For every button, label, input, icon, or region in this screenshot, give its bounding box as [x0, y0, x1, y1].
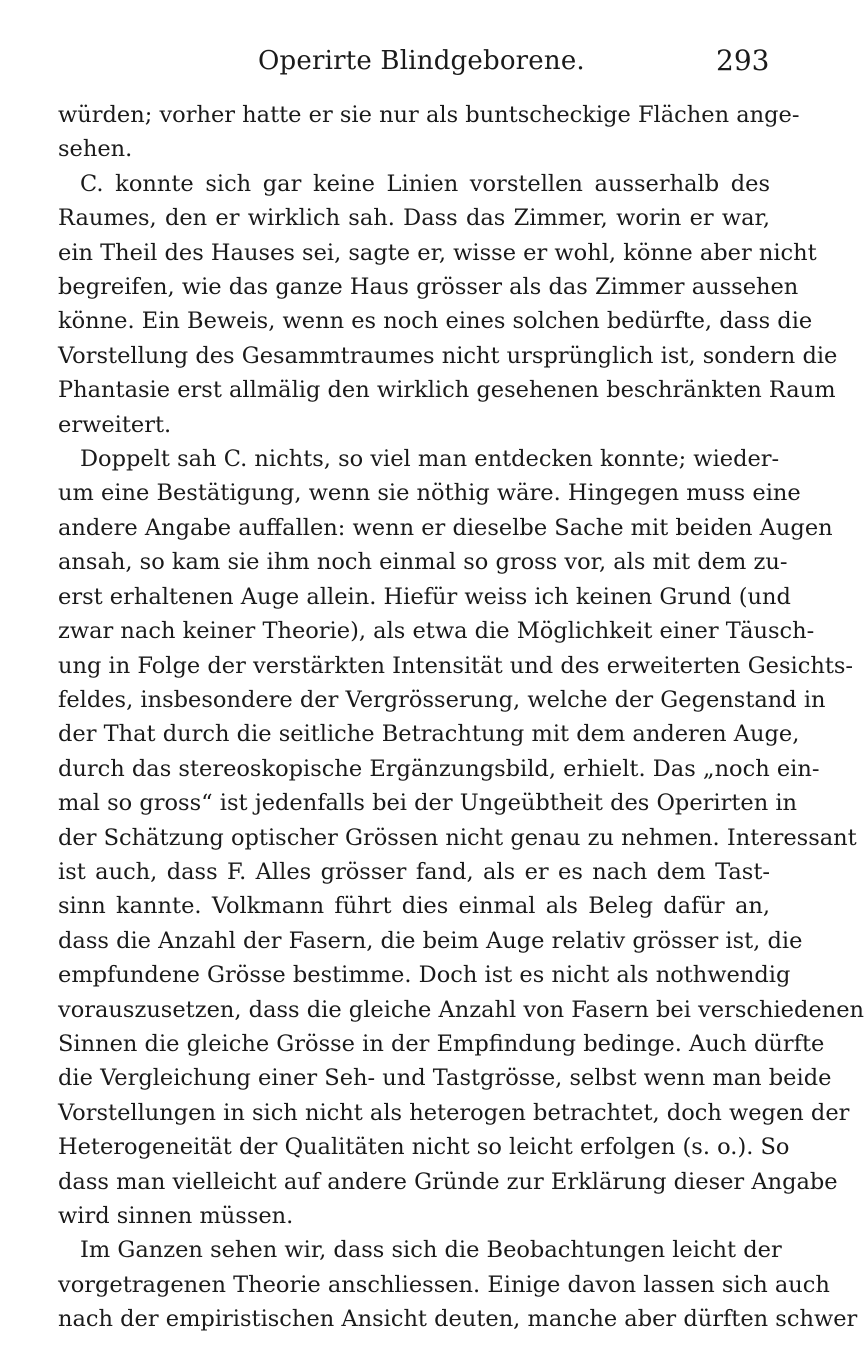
text-line: um eine Bestätigung, wenn sie nöthig wäre. Hingegen muss eine — [58, 480, 801, 507]
text-line: ung in Folge der verstärkten Intensität und des erweiterten Gesichts- — [58, 652, 854, 679]
text-line: erweitert. — [58, 411, 172, 438]
text-line: Heterogeneität der Qualitäten nicht so leicht erfolgen (s. o.). So — [58, 1134, 790, 1161]
text-line: ist auch, dass F. Alles grösser fand, als er es nach dem Tast- — [58, 858, 770, 885]
text-line: mal so gross“ ist jedenfalls bei der Ungeübtheit des Operirten in — [58, 790, 798, 817]
text-line: Raumes, den er wirklich sah. Dass das Zimmer, worin er war, — [58, 205, 770, 232]
text-line: nach der empiristischen Ansicht deuten, manche aber dürften schwer — [58, 1306, 858, 1333]
text-line: Sinnen die gleiche Grösse in der Empfindung bedinge. Auch dürfte — [58, 1030, 825, 1057]
text-line: könne. Ein Beweis, wenn es noch eines solchen bedürfte, dass die — [58, 308, 813, 335]
text-line: ein Theil des Hauses sei, sagte er, wisse er wohl, könne aber nicht — [58, 239, 817, 266]
text-line: wird sinnen müssen. — [58, 1203, 294, 1229]
text-line: begreifen, wie das ganze Haus grösser als das Zimmer aussehen — [58, 274, 799, 301]
text-line: Phantasie erst allmälig den wirklich gesehenen beschränkten Raum — [58, 377, 836, 404]
text-line: zwar nach keiner Theorie), als etwa die Möglichkeit einer Täusch- — [58, 618, 815, 645]
text-line: vorauszusetzen, dass die gleiche Anzahl von Fasern bei verschiedenen — [58, 996, 864, 1023]
text-line: C. konnte sich gar keine Linien vorstellen ausserhalb des — [80, 170, 770, 197]
text-line: erst erhaltenen Auge allein. Hiefür weiss ich keinen Grund (und — [58, 583, 791, 610]
text-line: der Schätzung optischer Grössen nicht genau zu nehmen. Interessant — [58, 824, 857, 851]
text-line: der That durch die seitliche Betrachtung mit dem anderen Auge, — [58, 721, 800, 748]
text-line: ansah, so kam sie ihm noch einmal so gross vor, als mit dem zu- — [58, 549, 788, 576]
text-line: empfundene Grösse bestimme. Doch ist es nicht als nothwendig — [58, 962, 791, 989]
text-line: durch das stereoskopische Ergänzungsbild, erhielt. Das „noch ein- — [58, 755, 820, 782]
text-line: dass die Anzahl der Fasern, die beim Auge relativ grösser ist, die — [58, 927, 803, 954]
body-text — [58, 98, 864, 1337]
text-line: sehen. — [58, 136, 133, 163]
text-line: die Vergleichung einer Seh- und Tastgrösse, selbst wenn man beide — [58, 1065, 832, 1092]
running-title: Operirte Blindgeborene. — [258, 46, 585, 76]
page-header — [0, 46, 800, 86]
text-line: sinn kannte. Volkmann führt dies einmal als Beleg dafür an, — [58, 893, 770, 920]
text-line: dass man vielleicht auf andere Gründe zur Erklärung dieser Angabe — [58, 1168, 838, 1195]
text-line: würden; vorher hatte er sie nur als buntscheckige Flächen ange- — [58, 102, 800, 128]
text-line: andere Angabe auffallen: wenn er dieselbe Sache mit beiden Augen — [58, 514, 833, 541]
text-line: Vorstellung des Gesammtraumes nicht ursprünglich ist, sondern die — [58, 342, 838, 369]
text-line: Doppelt sah C. nichts, so viel man entdecken konnte; wieder- — [80, 446, 780, 473]
text-line: feldes, insbesondere der Vergrösserung, welche der Gegenstand in — [58, 686, 826, 713]
page-number: 293 — [716, 44, 770, 77]
text-line: vorgetragenen Theorie anschliessen. Einige davon lassen sich auch — [58, 1271, 830, 1298]
text-line: Im Ganzen sehen wir, dass sich die Beobachtungen leicht der — [80, 1237, 782, 1264]
text-line: Vorstellungen in sich nicht als heterogen betrachtet, doch wegen der — [58, 1099, 850, 1126]
